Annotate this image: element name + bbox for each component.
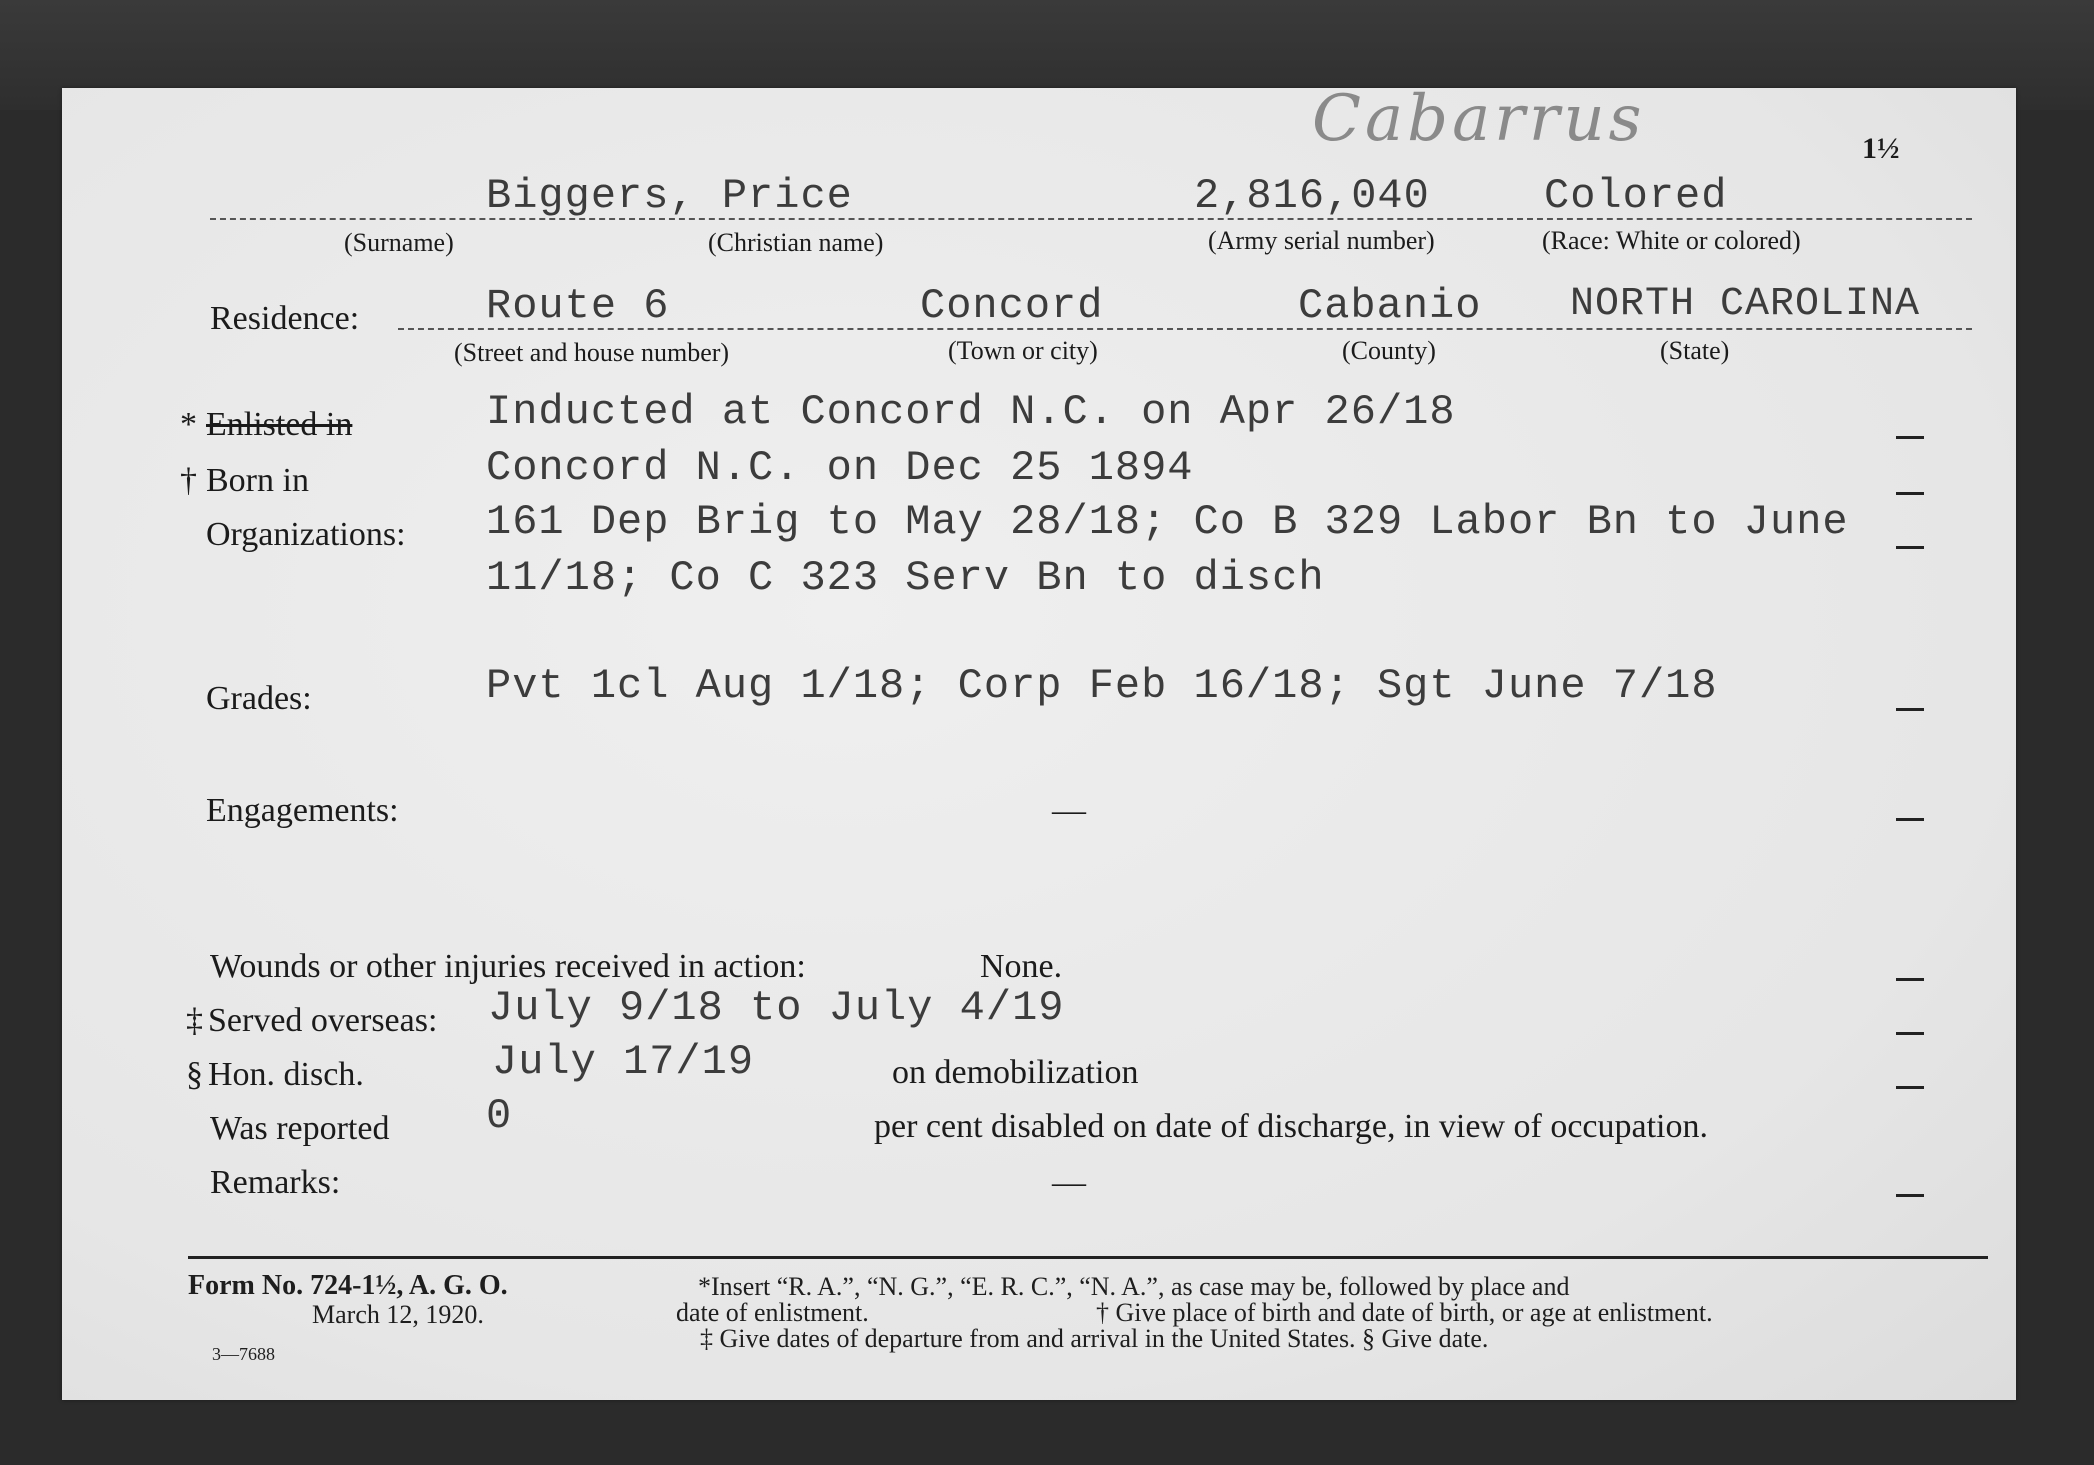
residence-street: Route 6 [486,282,670,330]
discharge-label: Hon. disch. [208,1056,364,1093]
record-card [62,82,2016,1400]
discharge-mark: § [186,1056,203,1093]
born-dash [1896,492,1924,495]
footnote-enlistment-cont: date of enlistment. [676,1298,869,1327]
christian-name-caption: (Christian name) [708,228,884,257]
footnote-birth: † Give place of birth and date of birth, or age at enlistment. [1096,1298,1713,1327]
race-caption: (Race: White or colored) [1542,226,1801,255]
handwritten-county: Cabarrus [1312,82,1646,156]
born-label: Born in [206,462,309,499]
army-serial-number: 2,816,040 [1194,172,1430,220]
engagements-label: Engagements: [206,792,399,829]
form-fraction: 1½ [1862,132,1900,165]
residence-county: Cabanio [1298,282,1482,330]
organizations-line-1: 161 Dep Brig to May 28/18; Co B 329 Labor Bn to June [486,498,1849,546]
remarks-value: — [1052,1164,1086,1201]
footnote-enlistment: *Insert “R. A.”, “N. G.”, “E. R. C.”, “N. A.”, as case may be, followed by place and [698,1272,1570,1301]
overseas-value: July 9/18 to July 4/19 [488,984,1065,1032]
surname-caption: (Surname) [344,228,454,257]
organizations-dash [1896,546,1924,549]
race-value: Colored [1544,172,1728,220]
engagements-value: — [1052,792,1086,829]
grades-value: Pvt 1cl Aug 1/18; Corp Feb 16/18; Sgt June 7/18 [486,662,1718,710]
remarks-label: Remarks: [210,1164,341,1201]
born-value: Concord N.C. on Dec 25 1894 [486,444,1194,492]
grades-dash [1896,708,1924,711]
engagements-dash [1896,818,1924,821]
enlisted-label: Enlisted in [206,406,353,443]
residence-state: NORTH CAROLINA [1570,282,1921,327]
print-code: 3—7688 [212,1344,275,1364]
discharge-date: July 17/19 [492,1038,755,1086]
enlisted-mark: * [180,406,197,443]
wounds-value: None. [980,948,1063,985]
overseas-dash [1896,1032,1924,1035]
discharge-dash [1896,1086,1924,1089]
enlisted-dash [1896,436,1924,439]
wounds-dash [1896,978,1924,981]
enlisted-value: Inducted at Concord N.C. on Apr 26/18 [486,388,1456,436]
county-caption: (County) [1342,336,1436,365]
form-date: March 12, 1920. [312,1300,484,1329]
residence-label: Residence: [210,300,360,337]
form-number: Form No. 724-1½, A. G. O. [188,1270,508,1301]
organizations-line-2: 11/18; Co C 323 Serv Bn to disch [486,554,1325,602]
footer-rule [188,1256,1988,1259]
soldier-name: Biggers, Price [486,172,853,220]
organizations-label: Organizations: [206,516,406,553]
footnote-overseas: ‡ Give dates of departure from and arrival in the United States. § Give date. [700,1324,1489,1353]
discharge-note: on demobilization [892,1054,1139,1091]
town-caption: (Town or city) [948,336,1098,365]
born-mark: † [180,462,197,499]
serial-caption: (Army serial number) [1208,226,1435,255]
remarks-dash [1896,1194,1924,1197]
street-caption: (Street and house number) [454,338,730,367]
overseas-label: Served overseas: [208,1002,438,1039]
overseas-mark: ‡ [186,1002,203,1039]
disability-note: per cent disabled on date of discharge, in view of occupation. [874,1108,1708,1145]
state-caption: (State) [1660,336,1730,365]
wounds-label: Wounds or other injuries received in action: [210,948,806,985]
residence-town: Concord [920,282,1104,330]
reported-label: Was reported [210,1110,390,1147]
disability-percent: 0 [486,1092,513,1140]
grades-label: Grades: [206,680,312,717]
